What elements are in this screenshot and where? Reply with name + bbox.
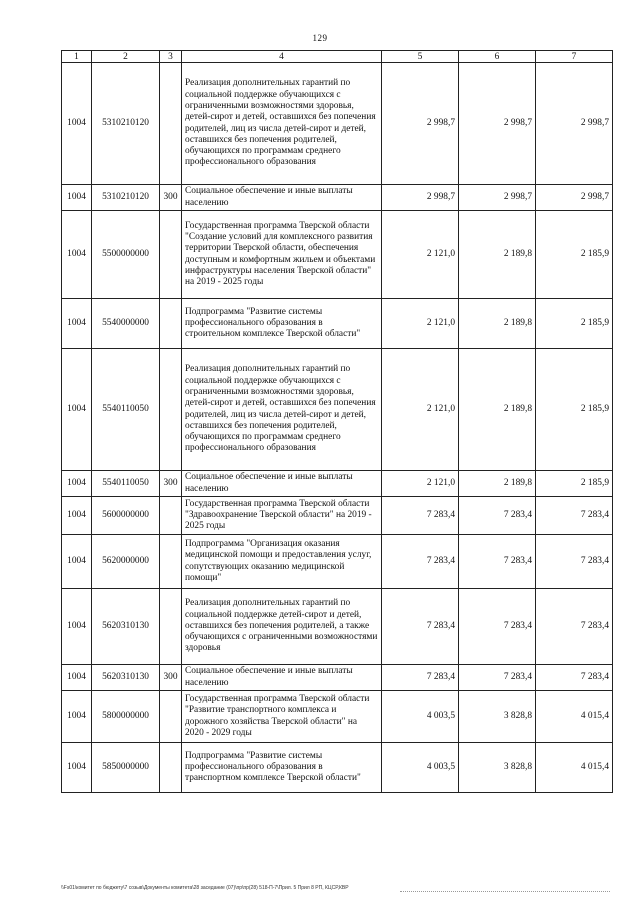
amount-year3-cell: 2 998,7 (536, 63, 613, 185)
expense-type-cell (160, 211, 182, 299)
expense-type-cell (160, 743, 182, 793)
section-code-cell: 1004 (62, 589, 92, 665)
section-code-cell: 1004 (62, 691, 92, 743)
section-code-cell: 1004 (62, 471, 92, 497)
amount-year2-cell: 3 828,8 (459, 743, 536, 793)
col-header: 7 (536, 51, 613, 63)
table-row (62, 691, 613, 743)
target-article-cell: 5620000000 (92, 535, 160, 589)
expense-type-cell (160, 535, 182, 589)
section-code-cell: 1004 (62, 535, 92, 589)
description-cell: Социальное обеспечение и иные выплаты населению (182, 665, 382, 691)
description-cell: Социальное обеспечение и иные выплаты населению (182, 471, 382, 497)
amount-year1-cell: 2 121,0 (382, 349, 459, 471)
amount-year3-cell: 2 185,9 (536, 211, 613, 299)
table-row (62, 185, 613, 211)
amount-year3-cell: 7 283,4 (536, 589, 613, 665)
amount-year1-cell: 2 998,7 (382, 185, 459, 211)
amount-year1-cell: 4 003,5 (382, 691, 459, 743)
col-header: 5 (382, 51, 459, 63)
amount-year1-cell: 7 283,4 (382, 535, 459, 589)
expense-type-cell: 300 (160, 185, 182, 211)
amount-year3-cell: 2 185,9 (536, 349, 613, 471)
header-row (62, 51, 613, 63)
amount-year2-cell: 3 828,8 (459, 691, 536, 743)
scan-edge-marks (400, 891, 610, 894)
amount-year1-cell: 7 283,4 (382, 665, 459, 691)
description-cell: Государственная программа Тверской области "Здравоохранение Тверской области" на 2019 - 2025 годы (182, 497, 382, 535)
table-row (62, 63, 613, 185)
description-cell: Подпрограмма "Организация оказания медицинской помощи и предоставления услуг, сопутствующих оказанию медицинской помощи" (182, 535, 382, 589)
section-code-cell: 1004 (62, 299, 92, 349)
target-article-cell: 5310210120 (92, 63, 160, 185)
description-cell: Государственная программа Тверской области "Развитие транспортного комплекса и дорожного хозяйства Тверской области" на 2020 - 2029 годы (182, 691, 382, 743)
section-code-cell: 1004 (62, 349, 92, 471)
expense-type-cell: 300 (160, 665, 182, 691)
description-cell: Подпрограмма "Развитие системы профессионального образования в транспортном комплексе Тверской области" (182, 743, 382, 793)
target-article-cell: 5500000000 (92, 211, 160, 299)
amount-year3-cell: 4 015,4 (536, 743, 613, 793)
section-code-cell: 1004 (62, 63, 92, 185)
amount-year3-cell: 7 283,4 (536, 535, 613, 589)
amount-year2-cell: 2 189,8 (459, 349, 536, 471)
target-article-cell: 5620310130 (92, 589, 160, 665)
amount-year2-cell: 7 283,4 (459, 535, 536, 589)
expense-type-cell (160, 589, 182, 665)
col-header: 3 (160, 51, 182, 63)
amount-year1-cell: 7 283,4 (382, 497, 459, 535)
target-article-cell: 5540000000 (92, 299, 160, 349)
description-cell: Реализация дополнительных гарантий по социальной поддержке детей-сирот и детей, оставшихся без попечения родителей, а также обучающихся с ограниченными возможностями здоровья (182, 589, 382, 665)
description-cell: Социальное обеспечение и иные выплаты населению (182, 185, 382, 211)
table-row (62, 211, 613, 299)
section-code-cell: 1004 (62, 743, 92, 793)
amount-year1-cell: 4 003,5 (382, 743, 459, 793)
expense-type-cell (160, 299, 182, 349)
description-cell: Подпрограмма "Развитие системы профессионального образования в строительном комплексе Тверской области" (182, 299, 382, 349)
expense-type-cell (160, 349, 182, 471)
col-header: 1 (62, 51, 92, 63)
amount-year2-cell: 2 189,8 (459, 211, 536, 299)
target-article-cell: 5620310130 (92, 665, 160, 691)
amount-year2-cell: 2 189,8 (459, 471, 536, 497)
col-header: 6 (459, 51, 536, 63)
col-header: 4 (182, 51, 382, 63)
table-row (62, 665, 613, 691)
amount-year3-cell: 7 283,4 (536, 665, 613, 691)
table-row (62, 349, 613, 471)
target-article-cell: 5850000000 (92, 743, 160, 793)
description-cell: Государственная программа Тверской области "Создание условий для комплексного развития территории Тверской области, обеспечения доступным и комфортным жильем и объектами инфраструктуры населения Тверской области" на 2019 - 2025 годы (182, 211, 382, 299)
amount-year3-cell: 2 185,9 (536, 299, 613, 349)
target-article-cell: 5310210120 (92, 185, 160, 211)
amount-year1-cell: 2 121,0 (382, 471, 459, 497)
amount-year1-cell: 2 121,0 (382, 211, 459, 299)
amount-year2-cell: 2 998,7 (459, 63, 536, 185)
amount-year2-cell: 7 283,4 (459, 665, 536, 691)
amount-year3-cell: 7 283,4 (536, 497, 613, 535)
section-code-cell: 1004 (62, 665, 92, 691)
amount-year2-cell: 2 189,8 (459, 299, 536, 349)
expense-type-cell (160, 63, 182, 185)
page-number: 129 (312, 33, 328, 43)
amount-year2-cell: 7 283,4 (459, 497, 536, 535)
expense-type-cell (160, 497, 182, 535)
table-row (62, 471, 613, 497)
expense-type-cell: 300 (160, 471, 182, 497)
amount-year3-cell: 4 015,4 (536, 691, 613, 743)
amount-year3-cell: 2 185,9 (536, 471, 613, 497)
table-row (62, 589, 613, 665)
target-article-cell: 5600000000 (92, 497, 160, 535)
table-row (62, 535, 613, 589)
amount-year1-cell: 2 121,0 (382, 299, 459, 349)
amount-year3-cell: 2 998,7 (536, 185, 613, 211)
section-code-cell: 1004 (62, 211, 92, 299)
table-row (62, 299, 613, 349)
amount-year1-cell: 7 283,4 (382, 589, 459, 665)
description-cell: Реализация дополнительных гарантий по социальной поддержке обучающихся с ограниченными возможностями здоровья, детей-сирот и детей, оставшихся без попечения родителей, лиц из числа детей-сирот и детей, оставшихся без попечения родителей, обучающихся по программам среднего профессионального образования (182, 63, 382, 185)
expense-type-cell (160, 691, 182, 743)
section-code-cell: 1004 (62, 185, 92, 211)
section-code-cell: 1004 (62, 497, 92, 535)
amount-year1-cell: 2 998,7 (382, 63, 459, 185)
amount-year2-cell: 7 283,4 (459, 589, 536, 665)
amount-year2-cell: 2 998,7 (459, 185, 536, 211)
target-article-cell: 5540110050 (92, 349, 160, 471)
table-row (62, 743, 613, 793)
target-article-cell: 5800000000 (92, 691, 160, 743)
description-cell: Реализация дополнительных гарантий по социальной поддержке обучающихся с ограниченными возможностями здоровья, детей-сирот и детей, оставшихся без попечения родителей, лиц из числа детей-сирот и детей, оставшихся без попечения родителей, обучающихся по программам среднего профессионального образования (182, 349, 382, 471)
table-row (62, 497, 613, 535)
file-path-footer: \\Fs01\комитет по бюджету\7 созыв\Документы комитета\28 заседание (07)\пр\пр(28) 518-П-7\Прил. 5 Прил 8 РП, КЦСР,КВР (61, 885, 349, 891)
col-header: 2 (92, 51, 160, 63)
budget-table (61, 50, 613, 793)
target-article-cell: 5540110050 (92, 471, 160, 497)
